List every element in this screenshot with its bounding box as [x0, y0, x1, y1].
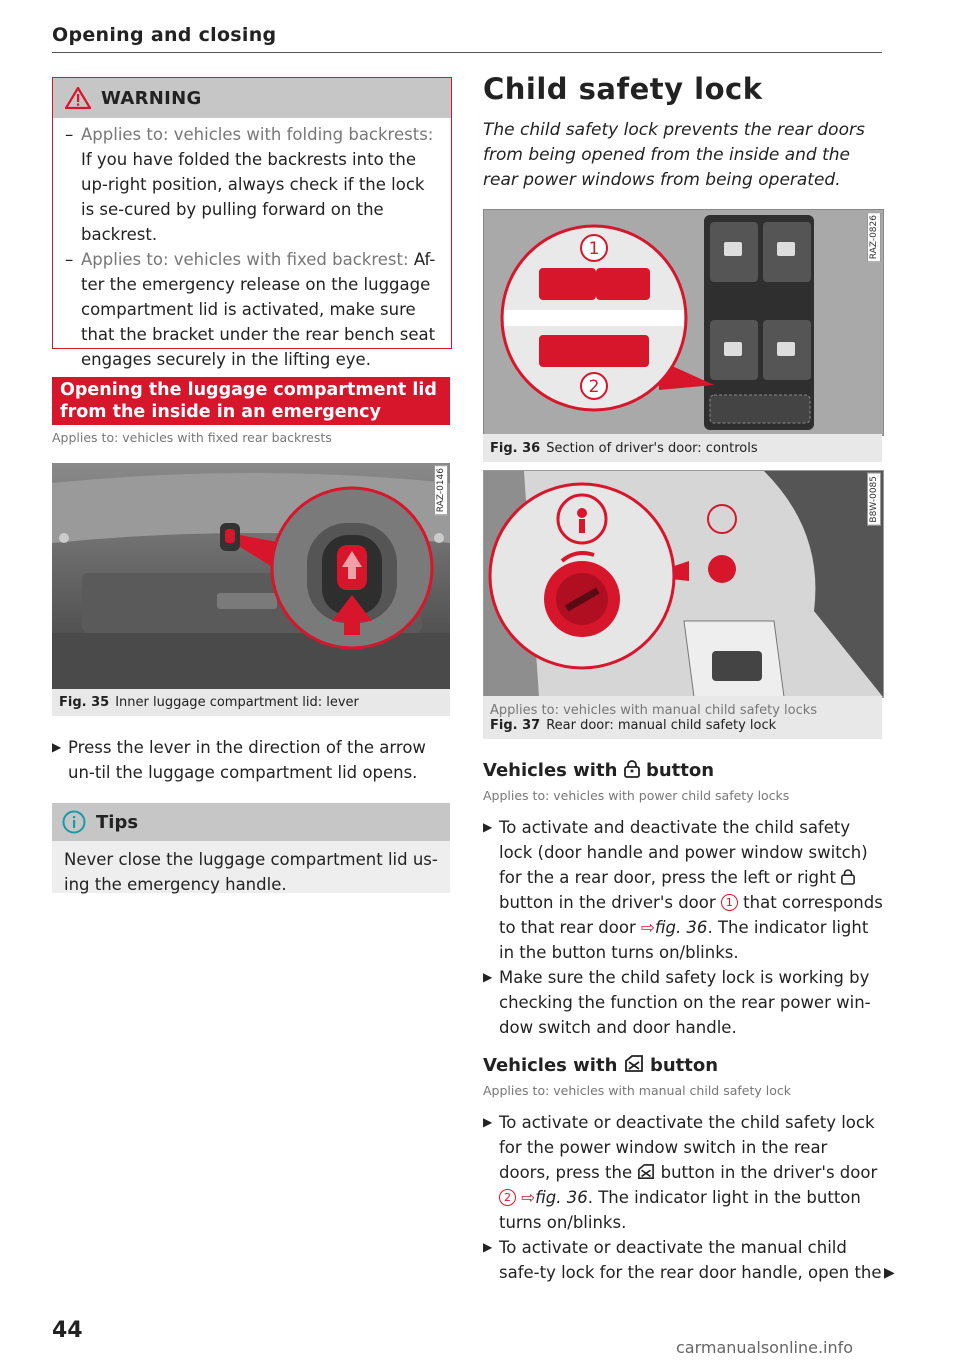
- emergency-applies: Applies to: vehicles with fixed rear backrests: [52, 430, 332, 445]
- manual-heading-pre: Vehicles with: [483, 1055, 618, 1076]
- fig35-number: Fig. 35: [59, 695, 110, 710]
- fig35-id: RAZ-0146: [434, 465, 448, 515]
- fig37-applies: Applies to: vehicles with manual child safety locks: [490, 702, 818, 718]
- warning-header: [53, 78, 451, 118]
- warning-applies: Applies to: vehicles with fixed backrest:: [81, 250, 409, 269]
- tips-header: [52, 803, 450, 841]
- power-applies: Applies to: vehicles with power child safety locks: [483, 788, 790, 803]
- emergency-title-line2: from the inside in an emergency: [60, 402, 381, 422]
- power-lock-heading: [483, 760, 714, 781]
- fig36-callout-1: 1: [588, 239, 600, 259]
- emergency-step: [52, 735, 450, 785]
- fig36-ref-link[interactable]: fig. 36: [654, 918, 708, 937]
- fig36-caption: [483, 434, 882, 462]
- warning-triangle-icon: [65, 87, 91, 109]
- power-step-1d: . The indicator light in the button turns on/blinks.: [499, 918, 869, 962]
- fig36-id: RAZ-0826: [867, 212, 881, 262]
- header-divider: [52, 52, 882, 53]
- manual-step-2: [483, 1235, 883, 1285]
- power-step-1: [483, 815, 883, 965]
- luggage-lid-illustration: [52, 463, 450, 689]
- manual-step-1a: To activate or deactivate the child safety lock for the power window switch in the rear doors, press the: [499, 1113, 875, 1182]
- page-number: 44: [52, 1318, 83, 1343]
- callout-1-ref: 1: [721, 894, 738, 911]
- warning-item: – Applies to: vehicles with fixed backrest: Af-ter the emergency release on the luggage compartment lid is activated, make sure that the bracket under the rear bench seat engages securely in the lifting eye.: [65, 250, 436, 369]
- info-icon: [62, 810, 86, 834]
- step-bullet-icon: ▶: [52, 740, 62, 754]
- watermark: carmanualsonline.info: [676, 1338, 854, 1357]
- step-bullet-icon: ▶: [483, 820, 493, 834]
- child-lock-button-icon: [624, 760, 640, 778]
- manual-step-1: [483, 1110, 883, 1235]
- section-header: Opening and closing: [52, 24, 277, 46]
- power-heading-post: button: [645, 760, 715, 781]
- fig37-id: B8W-0085: [867, 473, 881, 526]
- callout-2-ref: 2: [499, 1189, 516, 1206]
- power-heading-pre: Vehicles with: [483, 760, 618, 781]
- fig35-caption-text: Inner luggage compartment lid: lever: [115, 695, 359, 710]
- power-step-1b: button in the driver's door: [499, 893, 716, 912]
- child-lock-intro: The child safety lock prevents the rear doors from being opened from the inside and the rear power windows from being operated.: [483, 120, 865, 190]
- emergency-step-text: Press the lever in the direction of the arrow un-til the luggage compartment lid opens.: [68, 738, 426, 782]
- fig37-image: [483, 470, 884, 698]
- tips-text: Never close the luggage compartment lid us-ing the emergency handle.: [64, 850, 438, 894]
- fig36-callout-2: 2: [588, 377, 600, 397]
- warning-box: [52, 77, 452, 369]
- step-bullet-icon: ▶: [483, 970, 493, 984]
- tips-box: [52, 803, 450, 893]
- step-bullet-icon: ▶: [483, 1240, 493, 1254]
- power-step-1c: that corresponds to that rear door: [499, 893, 883, 937]
- warning-text: If you have folded the backrests into the up-right position, always check if the lock is se-cured by pulling forward on the backrest.: [81, 150, 425, 244]
- fig36-image: [483, 209, 884, 436]
- ref-arrow-icon: ⇨: [640, 918, 655, 937]
- manual-step-1b: button in the driver's door: [660, 1163, 878, 1182]
- power-step-1a: To activate and deactivate the child safety lock (door handle and power window switch) for the a rear door, press the left or right: [499, 818, 868, 887]
- manual-step-2-text: To activate or deactivate the manual child safe-ty lock for the rear door handle, open the: [499, 1238, 882, 1282]
- fig37-caption: [483, 696, 882, 739]
- tips-title: Tips: [96, 811, 139, 833]
- fig36-caption-text: Section of driver's door: controls: [546, 440, 758, 456]
- manual-heading-post: button: [649, 1055, 719, 1076]
- ref-arrow-icon: ⇨: [521, 1188, 536, 1207]
- warning-title: WARNING: [101, 87, 202, 109]
- window-lock-button-icon: [624, 1055, 644, 1073]
- step-bullet-icon: ▶: [483, 1115, 493, 1129]
- manual-lock-heading: [483, 1055, 718, 1076]
- manual-step-1c: . The indicator light in the button turns on/blinks.: [499, 1188, 861, 1232]
- window-lock-button-icon: [637, 1164, 655, 1180]
- warning-item: – Applies to: vehicles with folding backrests: If you have folded the backrests into the up-right position, always check if the lock is se-cured by pulling forward on the backrest.: [65, 125, 434, 244]
- door-controls-illustration: [484, 210, 883, 435]
- emergency-section-title: [52, 377, 450, 425]
- warning-applies: Applies to: vehicles with folding backrests:: [81, 125, 434, 144]
- fig36-ref-link[interactable]: fig. 36: [535, 1188, 588, 1207]
- warning-text: Af-ter the emergency release on the luggage compartment lid is activated, make sure that the bracket under the rear bench seat engages securely in the lifting eye.: [81, 250, 436, 369]
- fig36-number: Fig. 36: [490, 440, 541, 456]
- fig37-caption-text: Rear door: manual child safety lock: [546, 717, 777, 733]
- child-lock-title: Child safety lock: [483, 72, 763, 106]
- child-lock-button-icon: [841, 869, 855, 885]
- emergency-title-line1: Opening the luggage compartment lid: [60, 380, 437, 400]
- continue-arrow-icon: ▶: [884, 1265, 895, 1281]
- fig35-caption: [52, 689, 450, 716]
- fig37-number: Fig. 37: [490, 717, 541, 733]
- power-step-2: [483, 965, 883, 1040]
- rear-door-lock-illustration: [484, 471, 883, 697]
- fig35-image: [52, 463, 450, 689]
- power-step-2-text: Make sure the child safety lock is working by checking the function on the rear power win-dow switch and door handle.: [499, 968, 871, 1037]
- manual-applies: Applies to: vehicles with manual child safety lock: [483, 1083, 791, 1098]
